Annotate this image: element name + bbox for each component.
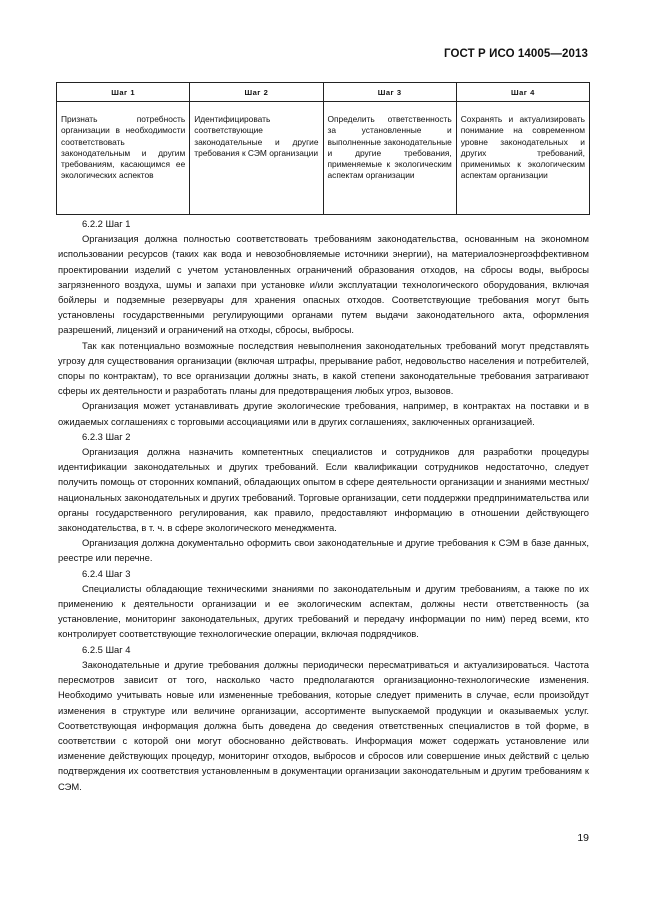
steps-table (56, 82, 590, 215)
header-step-2: Шаг 2 (190, 83, 323, 102)
cell-step-1: Признать потребность организации в необходимости соответствовать законодательным и другим требованиям, касающимся ее экологических аспектов (57, 102, 190, 215)
header-step-3: Шаг 3 (323, 83, 456, 102)
header-step-1: Шаг 1 (57, 83, 190, 102)
cell-step-4: Сохранять и актуализировать понимание на современном уровне законодательных и других требований, применимых к экологическим аспектам организации (456, 102, 589, 215)
paragraph: Так как потенциально возможные последствия невыполнения законодательных требований могут представлять угрозу для существования организации (включая штрафы, прерывание работ, недовольство населения и потребителей, споры по контрактам), то все организации должны знать, в какой степени законодательные требования затрагивают сферы их деятельности и разработать планы для предотвращения любых угроз, вызовов. (58, 339, 589, 397)
paragraph: Организация должна полностью соответствовать требованиям законодательства, основанным на экономном использовании ресурсов (таких как вода и невозобновляемые источники энергии), на материалоэнергоэффективном проектировании изделий с учетом установленных ограничений образования отходов, на сбросы воды, выбросы загрязненного воздуха, шумы и запахи при установке и/или эксплуатации технологического оборудования, включая бойлеры и подземные резервуары для хранения опасных отходов. Соответствующие требования могут быть установлены государственными регулирующими органами путем выдачи законодательного акта, оформления разрешений, лицензий и ограничений на отходы, сбросы, выбросы. (58, 233, 589, 336)
header-step-4: Шаг 4 (456, 83, 589, 102)
paragraph: Специалисты обладающие техническими знаниями по законодательным и другим требованиям, а также по их применению к деятельности организации и ее экологическим аспектам, должны нести ответственность (за установление, мониторинг законодательных, других требований и передачу информации по ним) перед всеми, кто контролирует соответствующие технологические операции, включая подрядчиков. (58, 582, 589, 640)
paragraph: Организация должна документально оформить свои законодательные и другие требования к СЭМ в базе данных, реестре или перечне. (58, 537, 589, 564)
section-heading-6-2-4: 6.2.4 Шаг 3 (82, 567, 131, 579)
cell-step-3: Определить ответственность за установленные и выполненные законодательные и другие требования, применяемые к экологическим аспектам организации (323, 102, 456, 215)
paragraph: Организация может устанавливать другие экологические требования, например, в контрактах на поставки и в ожидаемых соглашениях с торговыми ассоциациями или в других соглашениях, заключенных организацией. (58, 400, 589, 427)
document-body (58, 216, 589, 794)
table-header-row (57, 83, 590, 102)
section-heading-6-2-5: 6.2.5 Шаг 4 (82, 643, 131, 655)
cell-step-2: Идентифицировать соответствующие законодательные и другие требования к СЭМ организации (190, 102, 323, 215)
standard-designation: ГОСТ Р ИСО 14005—2013 (443, 48, 588, 60)
paragraph: Законодательные и другие требования должны периодически пересматриваться и актуализироваться. Частота пересмотров зависит от того, насколько часто предполагаются организационно-технологические изменения. Необходимо учитывать новые или измененные требования, которые следует применить в случае, если произойдут изменения в структуре или величине организации, ассортименте выпускаемой продукции и оказываемых услуг. Соответствующая информация должна быть доведена до сведения ответственных специалистов в той форме, в соответствии с которой они могут обоснованно действовать. Информация может содержать установление или изменение действующих процедур, мониторинг отходов, выбросов и сбросов или совершение иных действий с целью подтверждения их соответствия установленным в документации организации законодательным и другим требованиям к СЭМ. (58, 658, 589, 792)
paragraph: Организация должна назначить компетентных специалистов и сотрудников для разработки процедуры идентификации законодательных и других требований. Если квалификации сотрудников недостаточно, следует получить помощь от сторонних компаний, обладающих опытом в сфере деятельности организации и знаниями местных/национальных законодательных и других требований. Торговые организации, сети поддержки предпринимательства или органы государственного регулирования, как правило, предоставляют информацию в отношении действующего законодательства, в т. ч. в сфере экологического менеджмента. (58, 446, 589, 534)
page-number: 19 (577, 832, 589, 844)
section-heading-6-2-2: 6.2.2 Шаг 1 (82, 218, 131, 229)
section-heading-6-2-3: 6.2.3 Шаг 2 (82, 430, 131, 442)
table-row (57, 102, 590, 215)
